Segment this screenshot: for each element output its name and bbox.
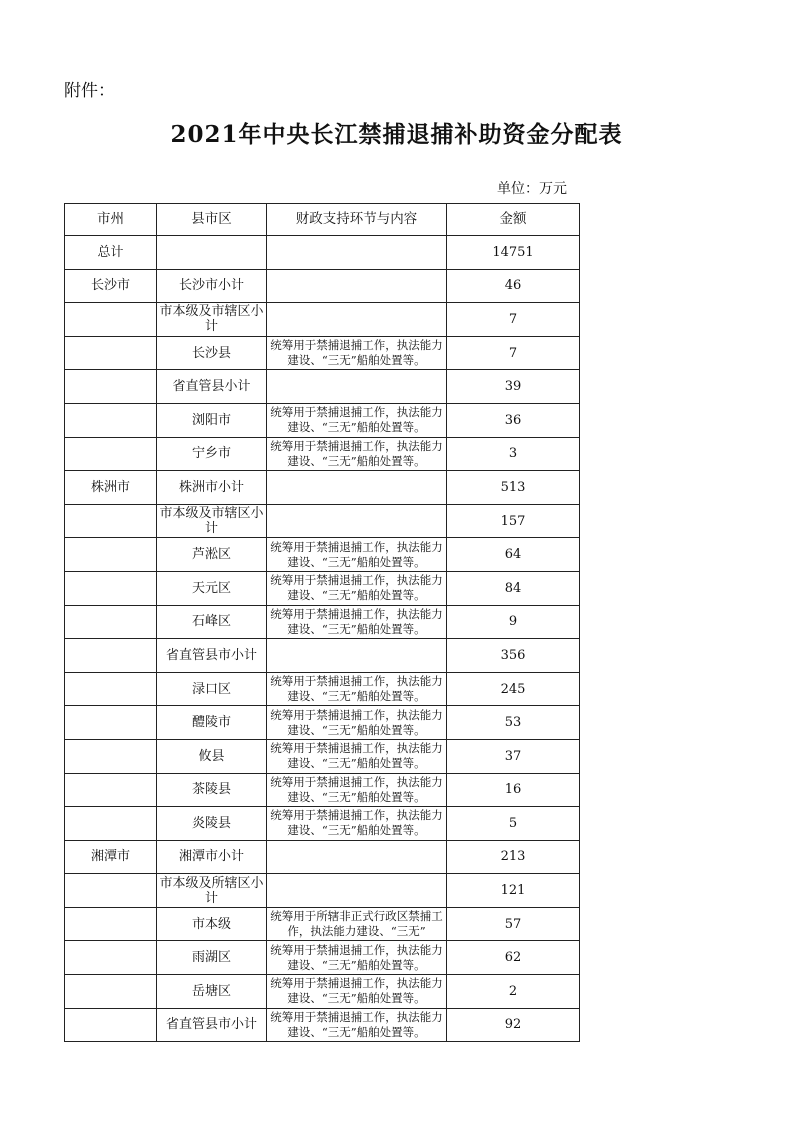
cell-city: 长沙市: [65, 269, 157, 303]
header-amount: 金额: [447, 204, 580, 236]
cell-amount: 46: [447, 269, 580, 303]
cell-content: [267, 639, 447, 673]
table-row: [65, 807, 580, 841]
cell-county: 芦淞区: [157, 538, 267, 572]
cell-city: [65, 874, 157, 908]
cell-city: [65, 739, 157, 773]
table-body: [65, 236, 580, 1042]
cell-county: 省直管县市小计: [157, 1008, 267, 1042]
header-city: 市州: [65, 204, 157, 236]
cell-city: 总计: [65, 236, 157, 270]
table-row: [65, 504, 580, 538]
cell-county: 炎陵县: [157, 807, 267, 841]
cell-amount: 92: [447, 1008, 580, 1042]
cell-city: [65, 807, 157, 841]
cell-county: 渌口区: [157, 672, 267, 706]
cell-county: 天元区: [157, 571, 267, 605]
cell-content: 统筹用于禁捕退捕工作，执法能力建设、“三无”船舶处置等。: [267, 336, 447, 370]
table-row: [65, 269, 580, 303]
cell-city: [65, 605, 157, 639]
cell-county: 市本级: [157, 907, 267, 941]
page-title: 2021年中央长江禁捕退捕补助资金分配表: [170, 121, 623, 148]
cell-county: 市本级及市辖区小计: [157, 504, 267, 538]
cell-amount: 213: [447, 840, 580, 874]
table-row: [65, 639, 580, 673]
table-header-row: [65, 204, 580, 236]
cell-amount: 14751: [447, 236, 580, 270]
cell-content: 统筹用于禁捕退捕工作，执法能力建设、“三无”船舶处置等。: [267, 773, 447, 807]
cell-content: 统筹用于禁捕退捕工作，执法能力建设、“三无”船舶处置等。: [267, 1008, 447, 1042]
table-row: [65, 706, 580, 740]
cell-amount: 57: [447, 907, 580, 941]
cell-city: [65, 639, 157, 673]
cell-county: 攸县: [157, 739, 267, 773]
cell-content: 统筹用于禁捕退捕工作，执法能力建设、“三无”船舶处置等。: [267, 605, 447, 639]
cell-city: [65, 1008, 157, 1042]
cell-city: [65, 571, 157, 605]
cell-content: [267, 370, 447, 404]
cell-content: 统筹用于禁捕退捕工作，执法能力建设、“三无”船舶处置等。: [267, 807, 447, 841]
allocation-table: [64, 203, 580, 1042]
cell-city: [65, 672, 157, 706]
cell-city: 湘潭市: [65, 840, 157, 874]
cell-amount: 16: [447, 773, 580, 807]
cell-county: 宁乡市: [157, 437, 267, 471]
cell-amount: 245: [447, 672, 580, 706]
cell-content: [267, 471, 447, 505]
table-row: [65, 571, 580, 605]
table-row: [65, 370, 580, 404]
table-row: [65, 672, 580, 706]
cell-city: [65, 907, 157, 941]
table-row: [65, 605, 580, 639]
cell-county: 茶陵县: [157, 773, 267, 807]
cell-county: 湘潭市小计: [157, 840, 267, 874]
cell-content: [267, 269, 447, 303]
cell-amount: 37: [447, 739, 580, 773]
cell-county: 石峰区: [157, 605, 267, 639]
cell-county: 省直管县小计: [157, 370, 267, 404]
cell-content: [267, 303, 447, 337]
cell-city: [65, 403, 157, 437]
cell-amount: 121: [447, 874, 580, 908]
header-county: 县市区: [157, 204, 267, 236]
cell-county: 市本级及市辖区小计: [157, 303, 267, 337]
cell-amount: 36: [447, 403, 580, 437]
cell-city: [65, 303, 157, 337]
cell-content: 统筹用于所辖非正式行政区禁捕工作，执法能力建设、“三无”: [267, 907, 447, 941]
table-row: [65, 538, 580, 572]
attachment-label: 附件：: [64, 81, 115, 101]
cell-city: [65, 941, 157, 975]
cell-amount: 39: [447, 370, 580, 404]
cell-content: 统筹用于禁捕退捕工作，执法能力建设、“三无”船舶处置等。: [267, 403, 447, 437]
table-row: [65, 975, 580, 1009]
cell-city: [65, 975, 157, 1009]
cell-city: [65, 370, 157, 404]
cell-amount: 64: [447, 538, 580, 572]
cell-content: 统筹用于禁捕退捕工作，执法能力建设、“三无”船舶处置等。: [267, 437, 447, 471]
cell-content: [267, 874, 447, 908]
table-row: [65, 336, 580, 370]
cell-content: [267, 236, 447, 270]
cell-amount: 513: [447, 471, 580, 505]
cell-county: 醴陵市: [157, 706, 267, 740]
cell-county: 省直管县市小计: [157, 639, 267, 673]
table-row: [65, 941, 580, 975]
cell-content: [267, 840, 447, 874]
table-row: [65, 1008, 580, 1042]
cell-content: 统筹用于禁捕退捕工作，执法能力建设、“三无”船舶处置等。: [267, 739, 447, 773]
table-row: [65, 403, 580, 437]
cell-amount: 3: [447, 437, 580, 471]
cell-content: 统筹用于禁捕退捕工作，执法能力建设、“三无”船舶处置等。: [267, 706, 447, 740]
cell-county: 长沙市小计: [157, 269, 267, 303]
cell-content: [267, 504, 447, 538]
cell-content: 统筹用于禁捕退捕工作，执法能力建设、“三无”船舶处置等。: [267, 538, 447, 572]
cell-content: 统筹用于禁捕退捕工作，执法能力建设、“三无”船舶处置等。: [267, 975, 447, 1009]
cell-city: [65, 437, 157, 471]
header-content: 财政支持环节与内容: [267, 204, 447, 236]
cell-content: 统筹用于禁捕退捕工作，执法能力建设、“三无”船舶处置等。: [267, 571, 447, 605]
cell-city: [65, 504, 157, 538]
table-row: [65, 840, 580, 874]
cell-amount: 53: [447, 706, 580, 740]
table-row: [65, 907, 580, 941]
cell-county: 株洲市小计: [157, 471, 267, 505]
table-row: [65, 874, 580, 908]
cell-amount: 5: [447, 807, 580, 841]
cell-amount: 84: [447, 571, 580, 605]
unit-label: 单位：万元: [497, 181, 567, 197]
cell-content: 统筹用于禁捕退捕工作，执法能力建设、“三无”船舶处置等。: [267, 941, 447, 975]
cell-amount: 7: [447, 336, 580, 370]
table-row: [65, 437, 580, 471]
cell-amount: 356: [447, 639, 580, 673]
cell-city: [65, 538, 157, 572]
table-row: [65, 773, 580, 807]
cell-amount: 157: [447, 504, 580, 538]
cell-county: [157, 236, 267, 270]
cell-city: 株洲市: [65, 471, 157, 505]
cell-city: [65, 773, 157, 807]
table-row: [65, 739, 580, 773]
cell-county: 浏阳市: [157, 403, 267, 437]
cell-county: 岳塘区: [157, 975, 267, 1009]
cell-city: [65, 336, 157, 370]
cell-city: [65, 706, 157, 740]
cell-amount: 62: [447, 941, 580, 975]
table-row: [65, 303, 580, 337]
cell-content: 统筹用于禁捕退捕工作，执法能力建设、“三无”船舶处置等。: [267, 672, 447, 706]
cell-amount: 7: [447, 303, 580, 337]
cell-county: 长沙县: [157, 336, 267, 370]
cell-amount: 2: [447, 975, 580, 1009]
table-row: [65, 471, 580, 505]
cell-county: 雨湖区: [157, 941, 267, 975]
table-row: [65, 236, 580, 270]
cell-amount: 9: [447, 605, 580, 639]
cell-county: 市本级及所辖区小计: [157, 874, 267, 908]
